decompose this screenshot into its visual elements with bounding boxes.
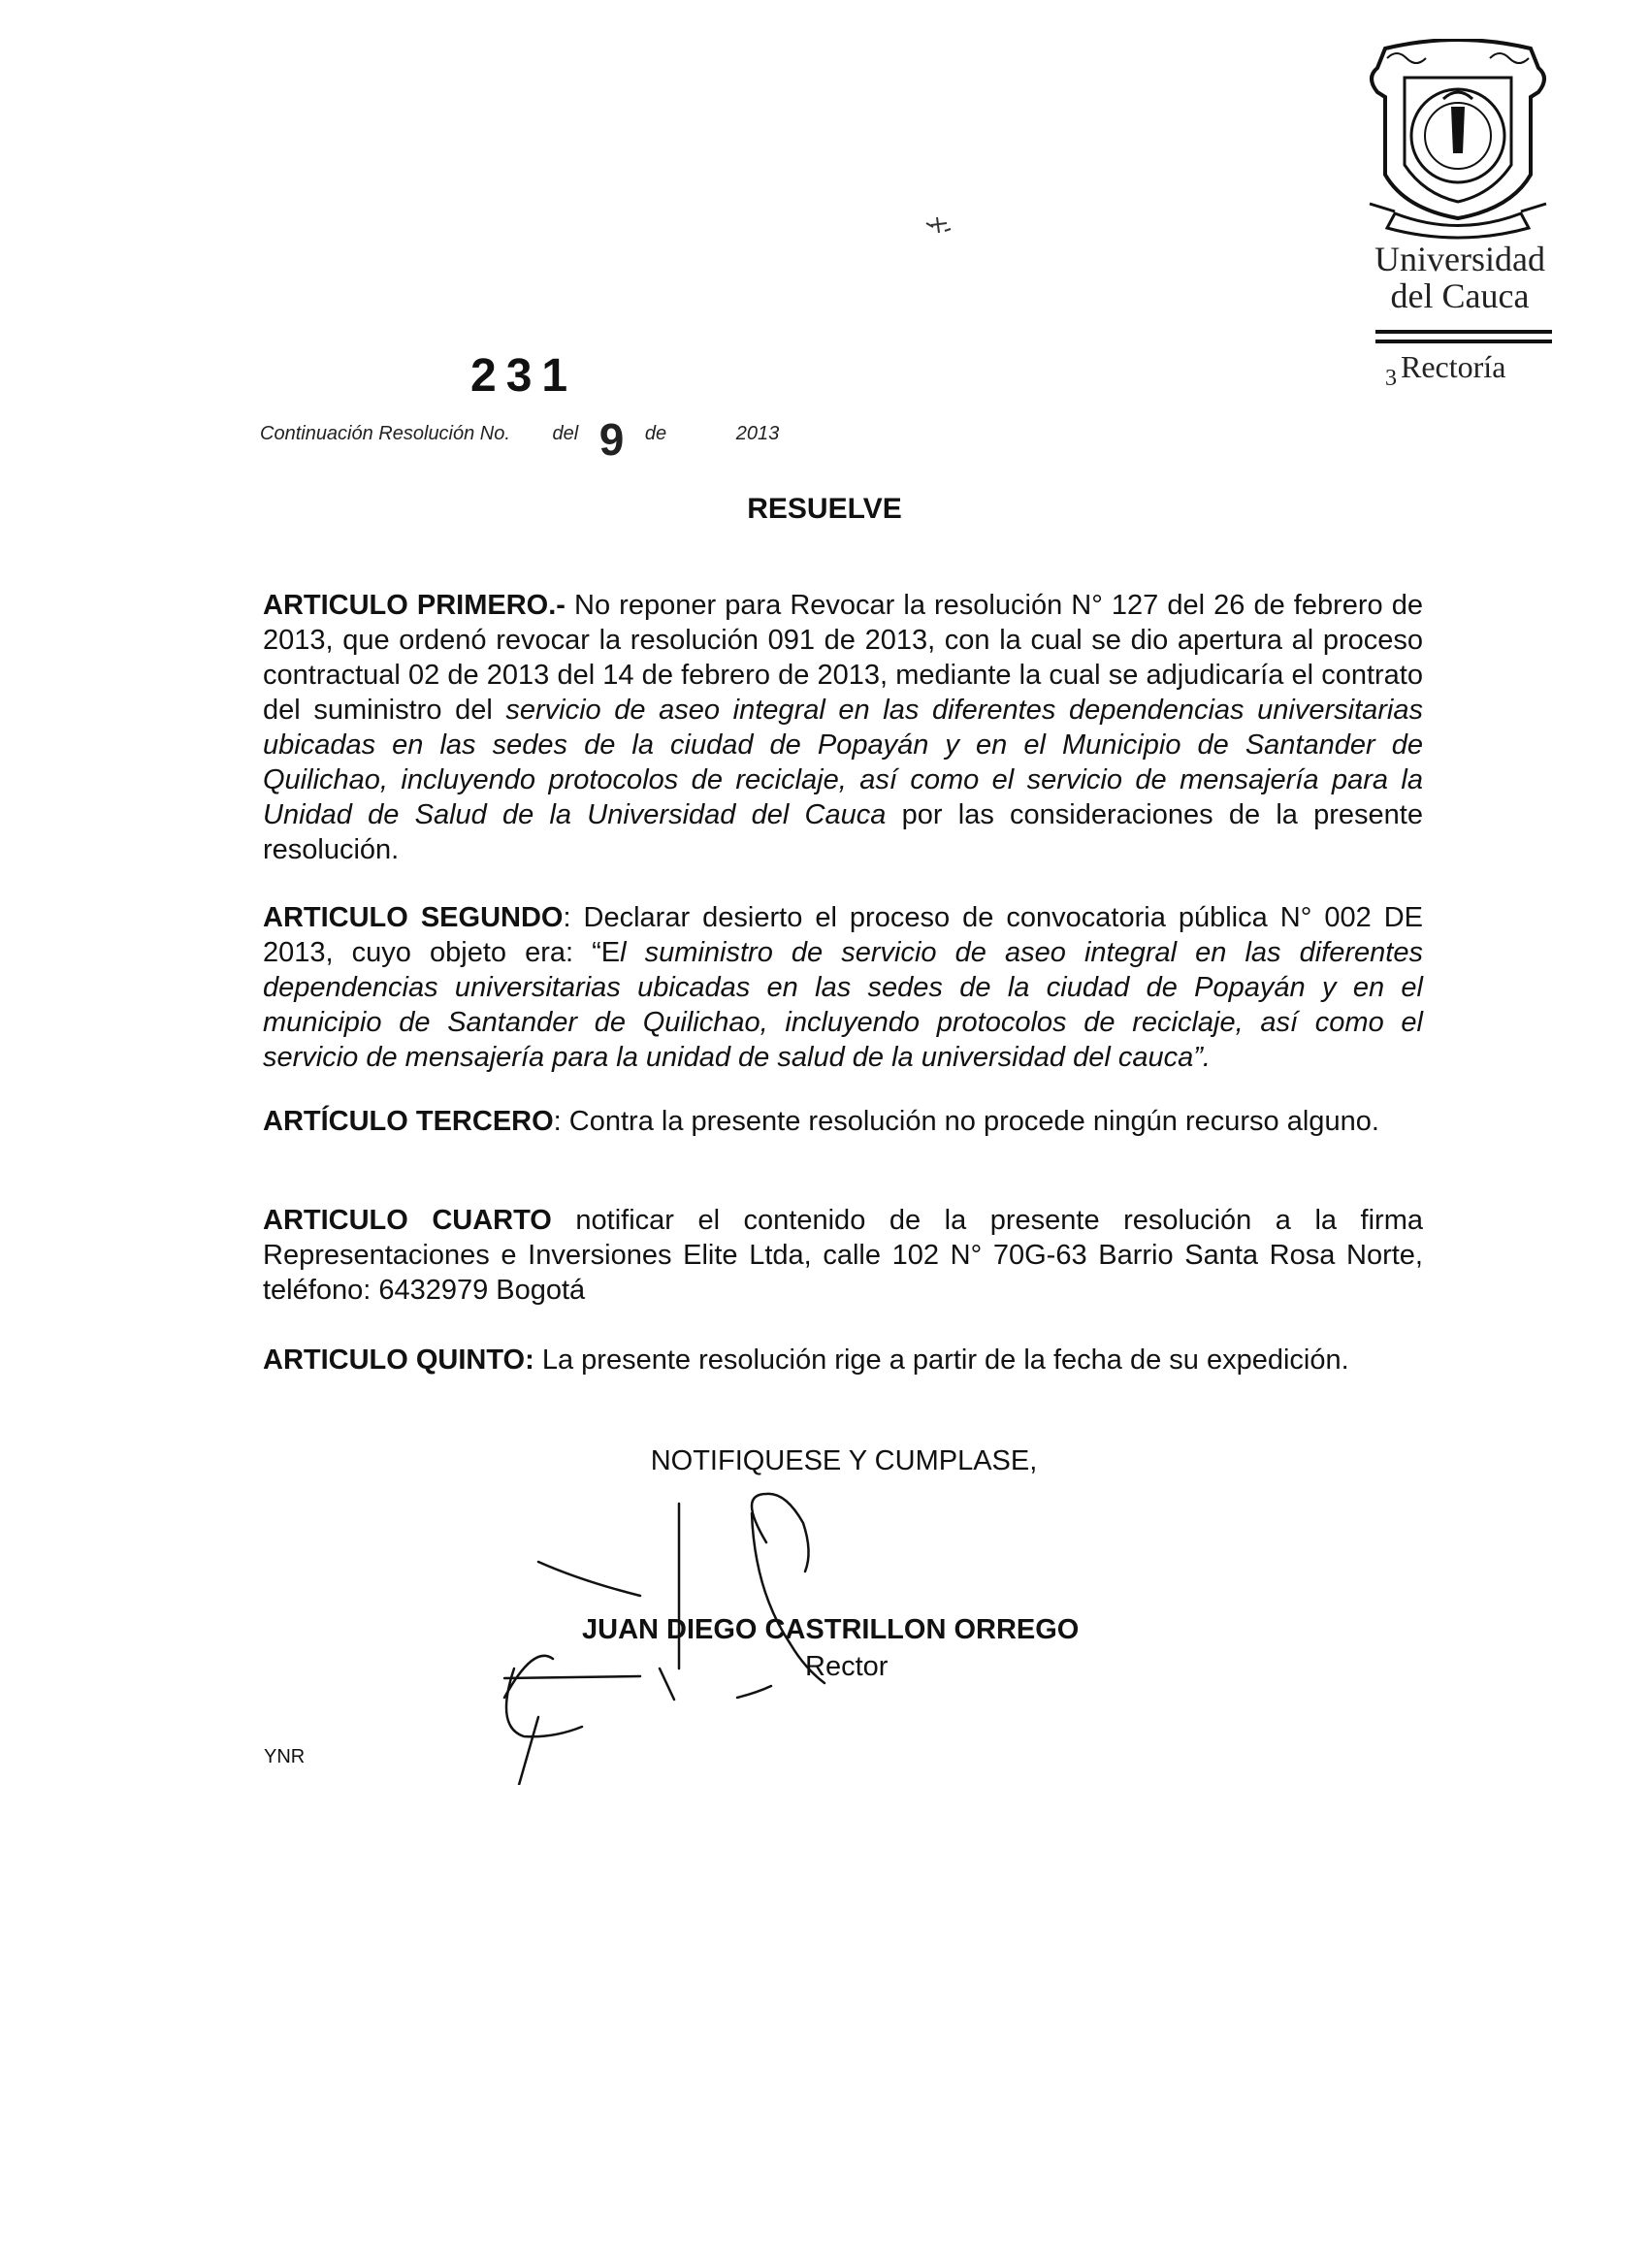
article-text-italic: servicio de aseo integral en las diferentes dependencias universitarias ubicadas en las sedes de la ciudad de Popayán y en el Municipio de Santander de Quilichao, incluyendo protocolos de reciclaje, así como el servicio de mensajería para la Unidad de Salud de la Universidad del Cauca [263,695,1423,830]
article-primero [263,588,1423,867]
continuation-label: Continuación Resolución No. [260,423,510,444]
institution-line1: Universidad [1374,240,1545,278]
dept-name: Rectoría [1401,349,1506,384]
article-text: : Contra la presente resolución no procede ningún recurso alguno. [553,1106,1379,1137]
article-label: ARTICULO PRIMERO.- [263,590,566,621]
header-rule [1375,330,1552,334]
article-text: : Declarar desierto el proceso de convocatoria pública N° 002 DE 2013, cuyo objeto era: “E [263,902,1424,968]
de-label: de [644,423,667,444]
article-quinto [263,1343,1423,1377]
signer-title: Rector [805,1651,889,1682]
article-text: La presente resolución rige a partir de la fecha de su expedición. [534,1345,1349,1376]
article-label: ARTÍCULO TERCERO [263,1106,554,1137]
header-rule [1375,340,1552,343]
typist-initials: YNR [264,1746,306,1767]
del-label: del [552,423,579,444]
university-seal-icon [1366,39,1550,243]
article-text-italic: l suministro de servicio de aseo integral en las diferentes dependencias universitarias ubicadas en las sedes de la ciudad de Popayán y en el municipio de Santander de Quilichao, incluyendo protocolos de reciclaje, así como el servicio de mensajería para la unidad de salud de la universidad del cauca”. [263,937,1423,1073]
resolution-reference [260,413,779,466]
article-text: notificar el contenido de la presente resolución a la firma Representaciones e Inversiones Elite Ltda, calle 102 N° 70G-63 Barrio Santa Rosa Norte, teléfono: 6432979 Bogotá [263,1205,1424,1306]
closing-formula: NOTIFIQUESE Y CUMPLASE, [650,1445,1038,1476]
article-label: ARTICULO SEGUNDO [263,902,564,933]
article-text: No reponer para Revocar la resolución N° 127 del 26 de febrero de 2013, que ordenó revocar la resolución 091 de 2013, con la cual se dio apertura al proceso contractual 02 de 2013 del 14 de febrero de 2013, mediante la cual se adjudicaría el contrato del suministro del [263,590,1423,726]
resuelve-heading: RESUELVE [747,493,902,525]
article-cuarto [263,1203,1423,1308]
institution-line2: del Cauca [1390,276,1530,315]
dept-number: 3 [1385,366,1397,391]
article-label: ARTICULO CUARTO [263,1205,552,1236]
article-tercero [263,1104,1423,1139]
resolution-year: 2013 [735,423,780,444]
institution-name [1348,241,1571,314]
article-text: por las consideraciones de la presente resolución. [263,799,1423,865]
article-label: ARTICULO QUINTO: [263,1345,534,1376]
signer-name: JUAN DIEGO CASTRILLON ORREGO [582,1614,1080,1645]
resolution-day: 9 [598,414,625,465]
resolution-number: 231 [470,350,578,402]
department [1385,349,1505,392]
article-segundo [263,900,1423,1075]
stray-mark [922,213,960,243]
